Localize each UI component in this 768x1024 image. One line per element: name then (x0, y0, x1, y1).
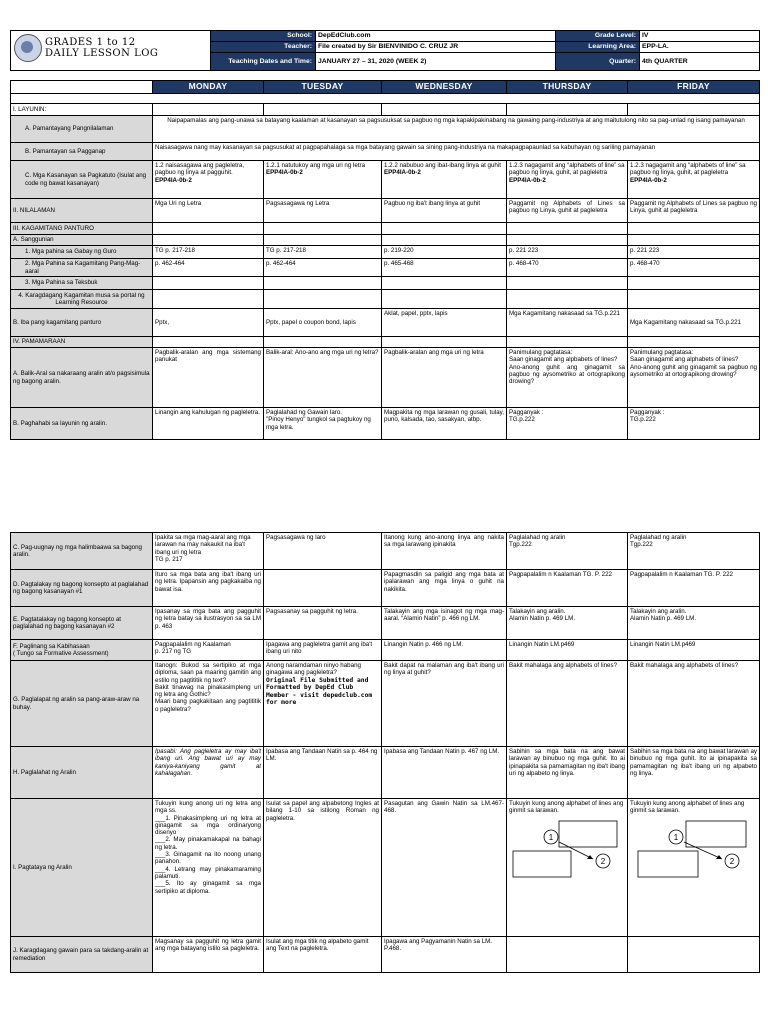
paglalapat-tuesday (264, 661, 382, 747)
pag-uugnay-wednesday: Itanong kung ano-anong linya ang nakita sa mga larawang ipinakita (382, 533, 507, 570)
pamantayan-pagganap-label: B. Pamantayan sa Pagganap (11, 143, 153, 161)
konsepto-2-thursday: Talakayin ang aralin. Alamin Natin p. 469 LM. (507, 607, 628, 640)
nilalaman-wednesday: Pagbuo ng iba't ibang linya at guhit (382, 199, 507, 223)
konsepto-2-label: E. Pagtatalakay ng bagong konsepto at paglalahad ng bagong kasanayan #2 (11, 607, 153, 640)
dates-label: Teaching Dates and Time: (211, 53, 316, 71)
paghahabi-wednesday: Magpakita ng mga larawan ng gusali, tulay, puno, kalsada, tao, sasakyan, atbp. (382, 408, 507, 440)
mag-aaral-thursday: p. 468-470 (507, 259, 628, 277)
learning-area-label: Learning Area: (556, 42, 640, 53)
mag-aaral-friday: p. 468-470 (628, 259, 760, 277)
paglalahat-friday: Sabihin sa mga bata na ang bawat larawan ay binubuo ng mga guhit. Ito ai ipinapakita sa pamamagitan ng iba't ibang uri ng alpabeto ng linya. (628, 747, 760, 799)
pagtataya-item: ___2. May pinakamakapal na bahagi ng letra. (155, 836, 261, 851)
paglalahat-tuesday: Ipabasa ang Tandaan Natin sa p. 464 ng LM. (264, 747, 382, 799)
lesson-table-part2 (10, 532, 760, 973)
pagtataya-item: ___4. Letrang may pinakamaraming palamuti. (155, 865, 261, 880)
paglalahat-wednesday: Ipabasa ang Tandaan Natin p. 467 ng LM. (382, 747, 507, 799)
balik-wednesday: Pagbalik-aralan ang mga uri ng letra (382, 348, 507, 408)
karagdagang-gawain-label: J. Karagdagang gawain para sa takdang-aralin at remediation (11, 937, 153, 973)
balik-monday: Pagbalik-aralan ang mga sistemang panukat (153, 348, 264, 408)
teacher-value: File created by Sir BIENVINIDO C. CRUZ JR (316, 42, 556, 53)
pagtataya-wednesday: Pasagutan ang Gawin Natin sa LM.467-468. (382, 799, 507, 937)
nilalaman-monday: Mga Uri ng Letra (153, 199, 264, 223)
diagram-arrow (684, 842, 722, 859)
pamantayan-pagganap-text: Naisasagawa nang may kasanayan sa pagsusukat at pagpapahalaga sa mga batayang gawain sa sining pang-industriya na makapagpapaunlad sa kabuhayan ng sariling pamayanan (153, 143, 760, 161)
pagtataya-thursday-text: Tukuyin kung anong alphabet of lines ang ginmit sa larawan. (509, 800, 624, 815)
paglalapat-tuesday-text: Anong naramdaman ninyo habang ginagawa ang pagleletra? (266, 662, 361, 677)
deped-seal-icon (14, 34, 42, 62)
day-monday: MONDAY (153, 81, 264, 94)
teksbuk-label: 3. Mga Pahina sa Teksbuk (11, 277, 153, 290)
paglalahat-monday: Ipasabi: Ang pagleletra ay may iba't ibang uri. Ang bawat uri ay may kaniya-kaniyang gamit at kahalagahan. (153, 747, 264, 799)
diagram-box-bottom (513, 851, 571, 877)
alphabet-of-lines-diagram (509, 815, 621, 895)
pagtataya-friday-text: Tukuyin kung anong alphabet of lines ang ginmit sa larawan. (630, 800, 745, 815)
paglalapat-label: G. Paglalapat ng aralin sa pang-araw-araw na buhay. (11, 661, 153, 747)
pagtataya-monday (153, 799, 264, 937)
log-title-line1: GRADES 1 to 12 (45, 37, 136, 48)
kagamitang-mag-aaral-label: 2. Mga Pahina sa Kagamitang Pang-Mag-aaral (11, 259, 153, 277)
diagram-box-top (559, 821, 617, 847)
konsepto-1-tuesday (264, 570, 382, 607)
paghahabi-tuesday: Paglalahad ng Gawain laro. "Pinoy Henyo" tungkol sa pagtukoy ng mga letra. (264, 408, 382, 440)
day-wednesday: WEDNESDAY (382, 81, 507, 94)
paghahabi-friday: Pagganyak : TG.p.222 (628, 408, 760, 440)
iba-monday: Pptx, (153, 309, 264, 337)
konsepto-1-thursday: Pagpapalalim n Kaalaman TG. P. 222 (507, 570, 628, 607)
header-logo-block (11, 31, 211, 71)
diagram-label-1: 1 (673, 832, 679, 842)
gabay-monday: TG p. 217-218 (153, 246, 264, 259)
diagram-box-top (686, 821, 746, 847)
pag-uugnay-label: C. Pag-uugnay ng mga halimbaawa sa bagong aralin. (11, 533, 153, 570)
kabihasaan-thursday: Linangin Natin LM.p469 (507, 640, 628, 661)
teacher-label: Teacher: (211, 42, 316, 53)
balik-thursday: Panimulang pagtatasa: Saan ginagamit ang alpbabets of lines? Ano-anong guhit ang ginagamit sa pagbuo ng aysometriko at ortograpikong drowing? (507, 348, 628, 408)
kasanayan-monday: 1.2 naisasagawa ang pagleletra, pagbuo ng linya at pagguhit. EPP4IA-0b-2 (153, 161, 264, 199)
day-friday: FRIDAY (628, 81, 760, 94)
nilalaman-tuesday: Pagsasagawa ng Letra (264, 199, 382, 223)
pagtataya-instruction: Tukuyin kung anong uri ng letra ang mga ss. (155, 800, 261, 815)
balik-tuesday: Balik-aral: Ano-ano ang mga uri ng letra? (264, 348, 382, 408)
konsepto-1-label: D. Pagtalakay ng bagong konsepto at paglalahad ng bagong kasanayan #1 (11, 570, 153, 607)
gabay-wednesday: p. 219-220 (382, 246, 507, 259)
paghahabi-monday: Linangin ang kahulugan ng pagleletra. (153, 408, 264, 440)
iba-friday: Mga Kagamitang nakasaad sa TG.p.221 (628, 309, 760, 337)
pagtataya-thursday (507, 799, 628, 937)
kasanayan-thursday: 1.2.3 nagagamit ang “alphabets of line” sa pagbuo ng linya, guhit, at pagleletra EPP4IA-0b-2 (507, 161, 628, 199)
pagtataya-item: ___5. Ito ay ginagamit sa mga sertipiko at diploma. (155, 880, 261, 895)
watermark-note: Original File Submitted and Formatted by DepEd Club Member - visit depedclub.com for more (266, 676, 373, 707)
quarter-value: 4th QUARTER (640, 53, 760, 71)
nilalaman-thursday: Paggamit ng Alphabets of Lines sa pagbuo ng Linya, guhit at pagleletra (507, 199, 628, 223)
takdang-aralin-tuesday: Isulat ang mga titik ng alpabeto gamit ang Text na pagleletra. (264, 937, 382, 973)
gabay-guro-label: 1. Mga pahina sa Gabay ng Guro (11, 246, 153, 259)
paglalapat-wednesday: Bakit dapat na malaman ang iba't ibang uri ng linya at guhit? (382, 661, 507, 747)
pag-uugnay-monday: Ipakita sa mga mag-aaral ang mga larawan na may nakaukit na iba't ibang uri ng letra TG p. 217 (153, 533, 264, 570)
sanggunian-label: A. Sanggunian (11, 235, 153, 246)
paglalapat-monday: Itanogn: Bukod sa sertipiko at mga diploma, saan pa maaring gamitin ang estilo ng pagtititik ng text? Bakit tinawag na pinakasimpleng uri ng letra ang Gothic? Maari bang pagkakitaan ang pagtititik o pagleletra? (153, 661, 264, 747)
day-thursday: THURSDAY (507, 81, 628, 94)
alphabet-of-lines-diagram (630, 815, 754, 895)
kasanayan-wednesday: 1.2.2 nabubuo ang ibat-ibang linya at guhit EPP4IA-0b-2 (382, 161, 507, 199)
pagtataya-item: ___1. Pinakasimpleng uri ng letra at ginagamit sa mga ordinaryong disenyo (155, 814, 261, 837)
pamantayang-pangnilalaman-text: Naipapamalas ang pang-unawa sa batayang kaalaman at kasanayan sa pagsusuksat sa pagbuo ng mga kapakipakinabang na gawaing pang-industriya at ang maitutulong nito sa pag-unlad ng isang pamayanan (153, 116, 760, 143)
konsepto-2-monday: Ipasanay sa mga bata ang pagguhit ng letra batay sa ilustrasyon sa sa LM p. 463 (153, 607, 264, 640)
diagram-box-bottom (638, 851, 698, 877)
nilalaman-label: II. NILALAMAN (11, 199, 153, 223)
takdang-aralin-friday (628, 937, 760, 973)
konsepto-1-wednesday: Papagmasdin sa paligid ang mga bata at ipalarawan ang mga linya o guhit na nakikita. (382, 570, 507, 607)
learning-area-value: EPP-LA. (640, 42, 760, 53)
pagtataya-friday (628, 799, 760, 937)
takdang-aralin-thursday (507, 937, 628, 973)
konsepto-1-friday: Pagpapalalim n Kaalaman TG. P. 222 (628, 570, 760, 607)
log-title-line2: DAILY LESSON LOG (45, 48, 159, 59)
mag-aaral-tuesday: p. 462-464 (264, 259, 382, 277)
iba-wednesday: Aklat, papel, pptx, lapis (382, 309, 507, 337)
konsepto-2-wednesday: Talakayin ang mga isinagot ng mga mag-aaral. “Alamin Natin” p. 466 ng LM. (382, 607, 507, 640)
balik-friday: Panimulang pagtatasa: Saan ginagamit ang alphabets of lines? Ano-anong guhit ang ginagamit sa pagbuo ng aysometriko at ortograpikong drowing? (628, 348, 760, 408)
paghahabi-thursday: Pagganyak : TG.p.222 (507, 408, 628, 440)
konsepto-2-tuesday: Pagsasanay sa pagguhit ng letra. (264, 607, 382, 640)
iba-thursday: Mga Kagamitang nakasaad sa TG.p.221 (507, 309, 628, 337)
gabay-tuesday: TG p. 217-218 (264, 246, 382, 259)
paglalahat-label: H. Paglalahat ng Aralin (11, 747, 153, 799)
kabihasaan-friday: Linangin Natin LM.p469 (628, 640, 760, 661)
pagtataya-tuesday: Isulat sa papel ang alpabetong Ingles at bilang 1-10 sa istilong Roman ng pagleletra. (264, 799, 382, 937)
iba-tuesday: Pptx, papel o coupon bond, lapis (264, 309, 382, 337)
kasanayan-label: C. Mga Kasanayan sa Pagkatuto (Isulat ang code ng bawat kasanayan) (11, 161, 153, 199)
kasanayan-friday: 1.2.3 nagagamit ang “alphabets of line” sa pagbuo ng linya, guhit, at pagleletra EPP4IA-0b-2 (628, 161, 760, 199)
layunin-label: I. LAYUNIN: (11, 104, 153, 116)
kasanayan-tuesday: 1.2.1 natutukoy ang mga uri ng letra EPP4IA-0b-2 (264, 161, 382, 199)
grade-value: IV (640, 31, 760, 42)
mag-aaral-wednesday: p. 465-468 (382, 259, 507, 277)
pamantayang-pangnilalaman-label: A. Pamantayang Pangnilalaman (11, 116, 153, 143)
paglalapat-friday: Bakit mahalaga ang alphabets of lines? (628, 661, 760, 747)
balik-aral-label: A. Balik-Aral sa nakaraang aralin at/o pagsisimula ng bagong aralin. (11, 348, 153, 408)
grade-label: Grade Level: (556, 31, 640, 42)
takdang-aralin-wednesday: Ipagawa ang Pagyamanin Natin sa LM. P.468. (382, 937, 507, 973)
karagdagang-kagamitan-label: 4. Karagdagang Kagamitan musa sa portal ng Learning Resource (11, 290, 153, 309)
gabay-friday: p. 221 223 (628, 246, 760, 259)
diagram-label-2: 2 (600, 856, 606, 866)
kagamitang-panturo-label: III. KAGAMITANG PANTURO (11, 223, 153, 235)
pag-uugnay-friday: Paglalahad ng aralin Tgp.222 (628, 533, 760, 570)
paglalahat-thursday: Sabihin sa mga bata na ang bawat larawan ay binubuo ng mga guhit. Ito ai ipinapakita sa pamamagitan ng iba't ibang uri ng alpabeto ng linya. (507, 747, 628, 799)
diagram-arrow (559, 842, 593, 859)
pag-uugnay-thursday: Paglalahad ng aralin Tgp.222 (507, 533, 628, 570)
takdang-aralin-monday: Magsanay sa pagguhit ng letra gamit ang mga batayang istilo sa pagleletra. (153, 937, 264, 973)
pagtataya-label: I. Pagtataya ng Aralin (11, 799, 153, 937)
pag-uugnay-tuesday: Pagsasagawa ng laro (264, 533, 382, 570)
diagram-label-2: 2 (729, 856, 735, 866)
lesson-table-part1 (10, 80, 760, 440)
kabihasaan-wednesday: Linangin Natin p. 466 ng LM. (382, 640, 507, 661)
diagram-arrowhead (587, 855, 593, 859)
school-value: DepEdClub.com (316, 31, 556, 42)
iba-pang-kagamitan-label: B. Iba pang kagamitang panturo (11, 309, 153, 337)
header-table (10, 30, 760, 71)
kabihasaan-monday: Pagpapalalim ng Kaalaman p. 217 ng TG (153, 640, 264, 661)
nilalaman-friday: Paggamit ng Alphabets of Lines sa pagbuo ng Linya, guhit at pagleletra (628, 199, 760, 223)
pamamaraan-label: IV. PAMAMARAAN (11, 337, 153, 348)
diagram-label-1: 1 (548, 832, 554, 842)
dates-value: JANUARY 27 – 31, 2020 (WEEK 2) (316, 53, 556, 71)
paghahabi-label: B. Paghahabi sa layunin ng aralin. (11, 408, 153, 440)
kabihasaan-label: F. Paglinang sa Kabihasaan ( Tungo sa Formative Assessment) (11, 640, 153, 661)
gabay-thursday: p. 221 223 (507, 246, 628, 259)
paglalapat-thursday: Bakit mahalaga ang alphabets of lines? (507, 661, 628, 747)
mag-aaral-monday: p. 462-464 (153, 259, 264, 277)
pagtataya-item: ___3. Ginagamit na ito noong unang panahon. (155, 851, 261, 866)
kabihasaan-tuesday: Ipagawa ang pagleletra gamit ang iba't ibang uri nito (264, 640, 382, 661)
quarter-label: Quarter: (556, 53, 640, 71)
konsepto-2-friday: Talakayin ang aralin. Alamin Natin p. 469 LM. (628, 607, 760, 640)
school-label: School: (211, 31, 316, 42)
day-tuesday: TUESDAY (264, 81, 382, 94)
konsepto-1-monday: Ituro sa mga bata ang iba't ibang uri ng letra. Ipapansin ang pagkakaiba ng bawat isa. (153, 570, 264, 607)
